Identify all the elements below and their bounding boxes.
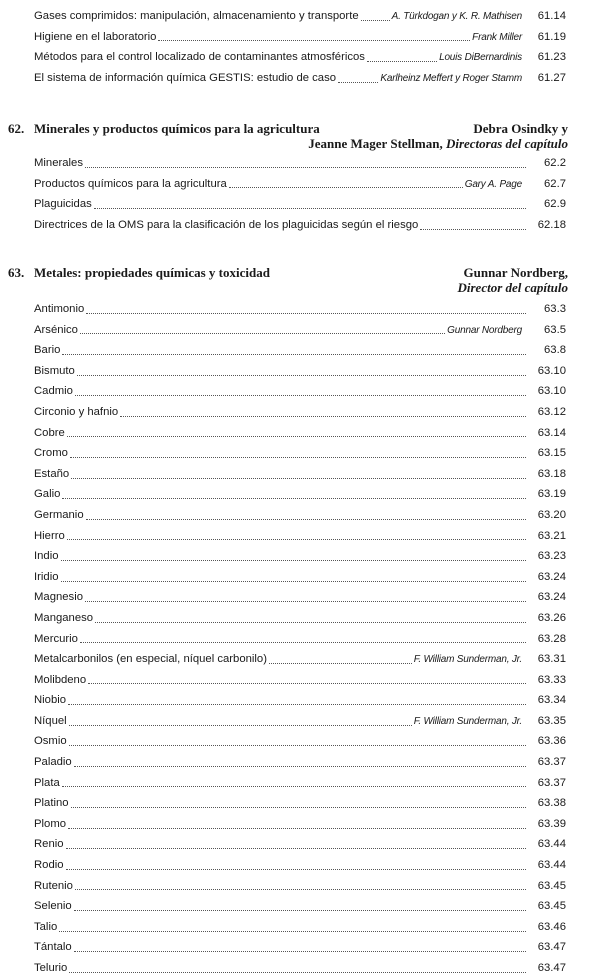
entry-page-number: 63.26 xyxy=(537,611,566,624)
entry-title: Gases comprimidos: manipulación, almacenamiento y transporte xyxy=(34,10,359,22)
entry-page-number: 63.44 xyxy=(537,859,566,872)
entry-page-number: 62.7 xyxy=(544,177,566,190)
toc-entry xyxy=(34,174,566,195)
entry-page-number: 63.37 xyxy=(537,776,566,789)
editor-line-with-role xyxy=(308,136,568,151)
entry-title: Galio xyxy=(34,488,61,501)
entry-title: Antimonio xyxy=(34,303,85,315)
entry-page-number: 62.2 xyxy=(544,157,566,169)
entry-title: Cromo xyxy=(34,447,68,460)
dot-leader xyxy=(85,601,526,602)
entry-page-number: 63.10 xyxy=(537,385,566,398)
entry-title: Platino xyxy=(34,797,69,810)
toc-entry xyxy=(34,68,566,89)
toc-entry xyxy=(34,484,566,505)
dot-leader xyxy=(80,642,526,643)
dot-leader xyxy=(71,478,526,479)
toc-entry xyxy=(34,773,566,794)
entry-title: Selenio xyxy=(34,900,72,913)
toc-entry xyxy=(34,402,566,423)
dot-leader xyxy=(62,786,526,787)
dot-leader xyxy=(86,313,526,314)
toc-entry xyxy=(34,27,566,48)
entry-title: Estaño xyxy=(34,467,70,480)
entry-page-number: 63.23 xyxy=(537,550,566,563)
dot-leader xyxy=(71,807,526,808)
entry-author: A. Türkdogan y K. R. Mathisen xyxy=(391,11,522,22)
dot-leader xyxy=(68,704,526,705)
toc-entries-chapter-63 xyxy=(34,299,566,979)
toc-entry xyxy=(34,958,566,979)
entry-page-number: 61.27 xyxy=(537,71,566,84)
entry-title: Germanio xyxy=(34,508,84,521)
dot-leader xyxy=(70,457,526,458)
toc-entry xyxy=(34,608,566,629)
entry-page-number: 63.15 xyxy=(537,447,566,460)
dot-leader xyxy=(88,683,526,684)
toc-entry xyxy=(34,464,566,485)
entry-page-number: 63.31 xyxy=(537,653,566,666)
chapter-title: Minerales y productos químicos para la agricultura xyxy=(34,121,320,136)
toc-entry xyxy=(34,505,566,526)
entry-page-number: 63.18 xyxy=(537,467,566,480)
entry-page-number: 63.44 xyxy=(537,838,566,851)
editor-line: Gunnar Nordberg, xyxy=(463,265,568,280)
entry-title: Rodio xyxy=(34,859,64,872)
entry-page-number: 62.9 xyxy=(544,198,566,211)
dot-leader xyxy=(361,20,390,21)
entry-page-number: 63.39 xyxy=(537,817,566,830)
dot-leader xyxy=(269,663,412,664)
chapter-editors xyxy=(308,121,568,151)
entry-title: Métodos para el control localizado de contaminantes atmosféricos xyxy=(34,51,365,64)
dot-leader xyxy=(229,187,463,188)
entry-page-number: 63.28 xyxy=(537,632,566,645)
entry-title: Telurio xyxy=(34,962,68,974)
toc-entry xyxy=(34,153,566,174)
entry-title: Plaguicidas xyxy=(34,198,92,211)
editor-name: Jeanne Mager Stellman, xyxy=(308,136,443,151)
entry-page-number: 63.36 xyxy=(537,735,566,748)
dot-leader xyxy=(74,766,526,767)
entry-title: Circonio y hafnio xyxy=(34,405,119,418)
entry-page-number: 63.24 xyxy=(537,570,566,583)
chapter-title: Metales: propiedades químicas y toxicidad xyxy=(34,265,270,280)
dot-leader xyxy=(120,416,526,417)
entry-page-number: 63.3 xyxy=(544,303,566,315)
dot-leader xyxy=(66,848,526,849)
entry-page-number: 63.37 xyxy=(537,756,566,769)
toc-entry xyxy=(34,629,566,650)
entry-author: Gunnar Nordberg xyxy=(447,324,522,336)
entry-page-number: 63.8 xyxy=(544,344,566,357)
entry-page-number: 61.23 xyxy=(537,51,566,64)
entry-page-number: 62.18 xyxy=(537,218,566,231)
entry-title: Arsénico xyxy=(34,323,78,336)
chapter-number: 62. xyxy=(8,121,25,136)
entry-page-number: 63.45 xyxy=(537,879,566,892)
toc-entry xyxy=(34,690,566,711)
dot-leader xyxy=(66,869,526,870)
entry-title: Plata xyxy=(34,776,60,789)
dot-leader xyxy=(69,972,526,973)
toc-entry xyxy=(34,443,566,464)
chapter-editors xyxy=(458,265,569,295)
entry-title: Paladio xyxy=(34,756,72,769)
entry-title: El sistema de información química GESTIS: estudio de caso xyxy=(34,71,337,84)
toc-entry xyxy=(34,47,566,68)
entry-title: Níquel xyxy=(34,714,67,727)
entry-title: Productos químicos para la agricultura xyxy=(34,177,227,190)
entry-page-number: 63.33 xyxy=(537,673,566,686)
entry-page-number: 61.14 xyxy=(537,10,566,22)
entry-page-number: 63.46 xyxy=(537,920,566,933)
entry-title: Cobre xyxy=(34,426,65,439)
dot-leader xyxy=(74,951,526,952)
dot-leader xyxy=(59,931,526,932)
toc-entry xyxy=(34,670,566,691)
toc-entry xyxy=(34,320,566,341)
toc-entries-chapter-62 xyxy=(34,153,566,235)
dot-leader xyxy=(94,208,526,209)
dot-leader xyxy=(86,519,526,520)
toc-entry xyxy=(34,834,566,855)
entry-page-number: 63.5 xyxy=(544,323,566,336)
entry-title: Hierro xyxy=(34,529,65,542)
toc-entry xyxy=(34,567,566,588)
entry-author: Frank Miller xyxy=(472,31,522,43)
entry-title: Bismuto xyxy=(34,364,75,377)
toc-entry xyxy=(34,361,566,382)
dot-leader xyxy=(61,581,527,582)
dot-leader xyxy=(85,167,526,168)
toc-entry xyxy=(34,793,566,814)
entry-page-number: 63.10 xyxy=(537,364,566,377)
toc-entry xyxy=(34,6,566,27)
dot-leader xyxy=(80,333,445,334)
dot-leader xyxy=(158,40,470,41)
entry-page-number: 61.19 xyxy=(537,30,566,43)
entry-page-number: 63.35 xyxy=(537,714,566,727)
entry-title: Higiene en el laboratorio xyxy=(34,30,157,43)
entry-title: Manganeso xyxy=(34,611,94,624)
entry-title: Tántalo xyxy=(34,941,72,954)
entry-page-number: 63.47 xyxy=(537,962,566,974)
dot-leader xyxy=(62,498,526,499)
dot-leader xyxy=(67,539,526,540)
toc-entry xyxy=(34,526,566,547)
entry-page-number: 63.45 xyxy=(537,900,566,913)
entry-page-number: 63.38 xyxy=(537,797,566,810)
editor-line: Debra Osindky y xyxy=(473,121,568,136)
entry-title: Minerales xyxy=(34,157,83,169)
entry-author: F. William Sunderman, Jr. xyxy=(413,715,522,727)
dot-leader xyxy=(75,395,526,396)
dot-leader xyxy=(61,560,527,561)
entry-title: Directrices de la OMS para la clasificación de los plaguicidas según el riesgo xyxy=(34,218,419,231)
editor-role: Directoras del capítulo xyxy=(445,136,568,151)
toc-entry xyxy=(34,546,566,567)
chapter-number: 63. xyxy=(8,265,25,280)
entry-title: Osmio xyxy=(34,735,67,748)
dot-leader xyxy=(69,725,412,726)
dot-leader xyxy=(68,828,526,829)
entry-title: Niobio xyxy=(34,694,67,707)
toc-entry xyxy=(34,855,566,876)
entry-author: Gary A. Page xyxy=(464,178,522,190)
toc-entry xyxy=(34,587,566,608)
toc-entry xyxy=(34,215,566,236)
dot-leader xyxy=(69,745,526,746)
entry-page-number: 63.12 xyxy=(537,405,566,418)
entry-author: Louis DiBernardinis xyxy=(439,52,522,64)
toc-entry xyxy=(34,876,566,897)
dot-leader xyxy=(67,436,526,437)
entry-title: Molibdeno xyxy=(34,673,87,686)
toc-entry xyxy=(34,711,566,732)
toc-entries-chapter-61 xyxy=(34,6,566,88)
entry-page-number: 63.21 xyxy=(537,529,566,542)
entry-title: Mercurio xyxy=(34,632,78,645)
dot-leader xyxy=(420,229,526,230)
toc-entry xyxy=(34,896,566,917)
toc-entry xyxy=(34,731,566,752)
dot-leader xyxy=(95,622,526,623)
entry-title: Magnesio xyxy=(34,591,83,604)
entry-title: Plomo xyxy=(34,817,67,830)
entry-title: Renio xyxy=(34,838,64,851)
toc-entry xyxy=(34,649,566,670)
toc-entry xyxy=(34,340,566,361)
entry-title: Indio xyxy=(34,550,59,563)
entry-page-number: 63.34 xyxy=(537,694,566,707)
entry-title: Talio xyxy=(34,920,58,933)
dot-leader xyxy=(74,910,526,911)
toc-entry xyxy=(34,814,566,835)
dot-leader xyxy=(75,889,526,890)
entry-author: F. William Sunderman, Jr. xyxy=(413,654,522,666)
dot-leader xyxy=(338,82,378,83)
entry-title: Metalcarbonilos (en especial, níquel carbonilo) xyxy=(34,653,267,666)
dot-leader xyxy=(77,375,526,376)
entry-author: Karlheinz Meffert y Roger Stamm xyxy=(380,72,522,84)
entry-title: Cadmio xyxy=(34,385,73,398)
entry-page-number: 63.24 xyxy=(537,591,566,604)
entry-title: Bario xyxy=(34,344,61,357)
toc-entry xyxy=(34,917,566,938)
editor-role: Director del capítulo xyxy=(457,280,568,295)
entry-page-number: 63.19 xyxy=(537,488,566,501)
entry-page-number: 63.20 xyxy=(537,508,566,521)
toc-entry xyxy=(34,937,566,958)
dot-leader xyxy=(367,61,437,62)
toc-entry xyxy=(34,381,566,402)
entry-title: Rutenio xyxy=(34,879,73,892)
entry-page-number: 63.14 xyxy=(537,426,566,439)
toc-entry xyxy=(34,752,566,773)
entry-page-number: 63.47 xyxy=(537,941,566,954)
entry-title: Iridio xyxy=(34,570,59,583)
toc-entry xyxy=(34,299,566,320)
toc-entry xyxy=(34,194,566,215)
toc-entry xyxy=(34,423,566,444)
dot-leader xyxy=(62,354,526,355)
